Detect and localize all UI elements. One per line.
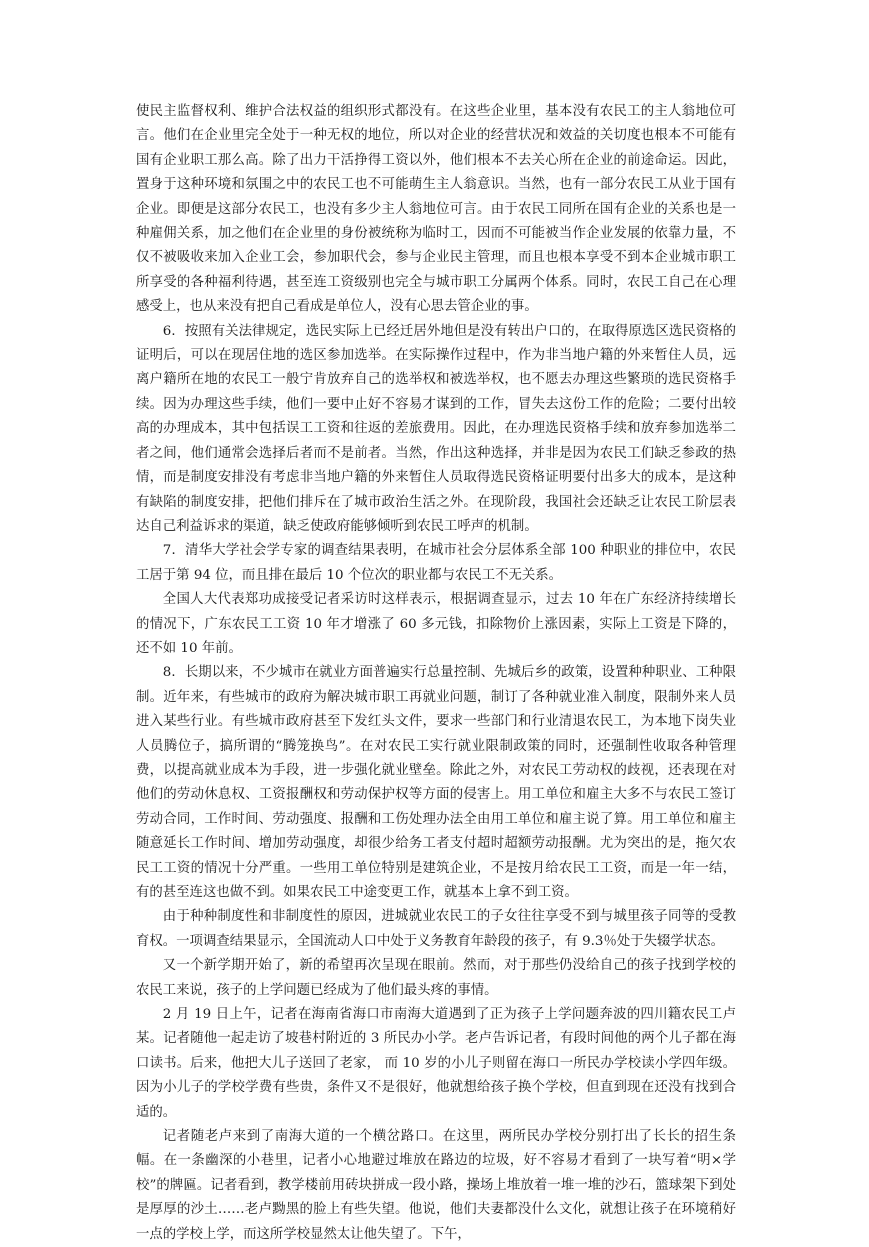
paragraph-8: 2 月 19 日上午，记者在海南省海口市南海大道遇到了正为孩子上学问题奔波的四川籍农民工卢某。记者随他一起走访了坡巷村附近的 3 所民办小学。老卢告诉记者，有段时间他的两个儿子都在海口读书。后来，他把大儿子送回了老家， 而 10 岁的小儿子则留在海口一所民办学校读小学四年级。因为小儿子的学校学费有些贵，条件又不是很好，他就想给孩子换个学校，但直到现在还没有找到合适的。 xyxy=(136,1007,736,1120)
paragraph-9: 记者随老卢来到了南海大道的一个横岔路口。在这里，两所民办学校分别打出了长长的招生条幅。在一条幽深的小巷里，记者小心地避过堆放在路边的垃圾，好不容易才看到了一块写着“明×学校”的牌匾。记者看到，教学楼前用砖块拼成一段小路，操场上堆放着一堆一堆的沙石，篮球架下到处是厚厚的沙土……老卢黝黑的脸上有些失望。他说，他们夫妻都没什么文化，就想让孩子在环境稍好一点的学校上学，而这所学校显然太让他失望了。下午， xyxy=(136,1129,736,1242)
paragraph-4: 全国人大代表郑功成接受记者采访时这样表示，根据调查显示，过去 10 年在广东经济持续增长的情况下，广东农民工工资 10 年才增涨了 60 多元钱，扣除物价上涨因素，实际上工资是下降的，还不如 10 年前。 xyxy=(136,592,736,656)
paragraph-5: 8．长期以来，不少城市在就业方面普遍实行总量控制、先城后乡的政策，设置种种职业、工种限制。近年来，有些城市的政府为解决城市职工再就业问题，制订了各种就业准入制度，限制外来人员进入某些行业。有些城市政府甚至下发红头文件，要求一些部门和行业清退农民工，为本地下岗失业人员腾位子，搞所谓的“腾笼换鸟”。在对农民工实行就业限制政策的同时，还强制性收取各种管理费，以提高就业成本为手段，进一步强化就业壁垒。除此之外，对农民工劳动权的歧视，还表现在对他们的劳动休息权、工资报酬权和劳动保护权等方面的侵害上。用工单位和雇主大多不与农民工签订劳动合同，工作时间、劳动强度、报酬和工伤处理办法全由用工单位和雇主说了算。用工单位和雇主随意延长工作时间、增加劳动强度，却很少给务工者支付超时超额劳动报酬。尤为突出的是，拖欠农民工工资的情况十分严重。一些用工单位特别是建筑企业，不是按月给农民工工资，而是一年一结，有的甚至连这也做不到。如果农民工中途变更工作，就基本上拿不到工资。 xyxy=(136,665,736,900)
paragraph-1: 使民主监督权利、维护合法权益的组织形式都没有。在这些企业里，基本没有农民工的主人翁地位可言。他们在企业里完全处于一种无权的地位，所以对企业的经营状况和效益的关切度也根本不可能有国有企业职工那么高。除了出力干活挣得工资以外，他们根本不去关心所在企业的前途命运。因此，置身于这种环境和氛围之中的农民工也不可能萌生主人翁意识。当然，也有一部分农民工从业于国有企业。即便是这部分农民工，也没有多少主人翁地位可言。由于农民工同所在国有企业的关系也是一种雇佣关系，加之他们在企业里的身份被统称为临时工，因而不可能被当作企业发展的依靠力量，不仅不被吸收来加入企业工会，参加职代会，参与企业民主管理，而且也根本享受不到本企业城市职工所享受的各种福利待遇，甚至连工资级别也完全与城市职工分属两个体系。同时，农民工自己在心理感受上，也从来没有把自己看成是单位人，没有心思去管企业的事。 xyxy=(136,104,736,315)
paragraph-6: 由于种种制度性和非制度性的原因，进城就业农民工的子女往往享受不到与城里孩子同等的受教育权。一项调查结果显示，全国流动人口中处于义务教育年龄段的孩子，有 9.3％处于失辍学状态。 xyxy=(136,909,736,949)
paragraph-7: 又一个新学期开始了，新的希望再次呈现在眼前。然而，对于那些仍没给自己的孩子找到学校的农民工来说，孩子的上学问题已经成为了他们最头疼的事情。 xyxy=(136,958,736,998)
document-body xyxy=(136,100,736,1247)
paragraph-3: 7．清华大学社会学专家的调查结果表明，在城市社会分层体系全部 100 种职业的排位中，农民工居于第 94 位，而且排在最后 10 个位次的职业都与农民工不无关系。 xyxy=(136,543,736,583)
paragraph-2: 6．按照有关法律规定，选民实际上已经迁居外地但是没有转出户口的，在取得原选区选民资格的证明后，可以在现居住地的选区参加选举。在实际操作过程中，作为非当地户籍的外来暂住人员，远离户籍所在地的农民工一般宁肯放弃自己的选举权和被选举权，也不愿去办理这些繁琐的选民资格手续。因为办理这些手续，他们一要中止好不容易才谋到的工作，冒失去这份工作的危险；二要付出较高的办理成本，其中包括误工工资和往返的差旅费用。因此，在办理选民资格手续和放弃参加选举二者之间，他们通常会选择后者而不是前者。当然，作出这种选择，并非是因为农民工们缺乏参政的热情，而是制度安排没有考虑非当地户籍的外来暂住人员取得选民资格证明要付出多大的成本，是这种有缺陷的制度安排，把他们排斥在了城市政治生活之外。在现阶段，我国社会还缺乏让农民工阶层表达自己利益诉求的渠道，缺乏使政府能够倾听到农民工呼声的机制。 xyxy=(136,323,736,534)
